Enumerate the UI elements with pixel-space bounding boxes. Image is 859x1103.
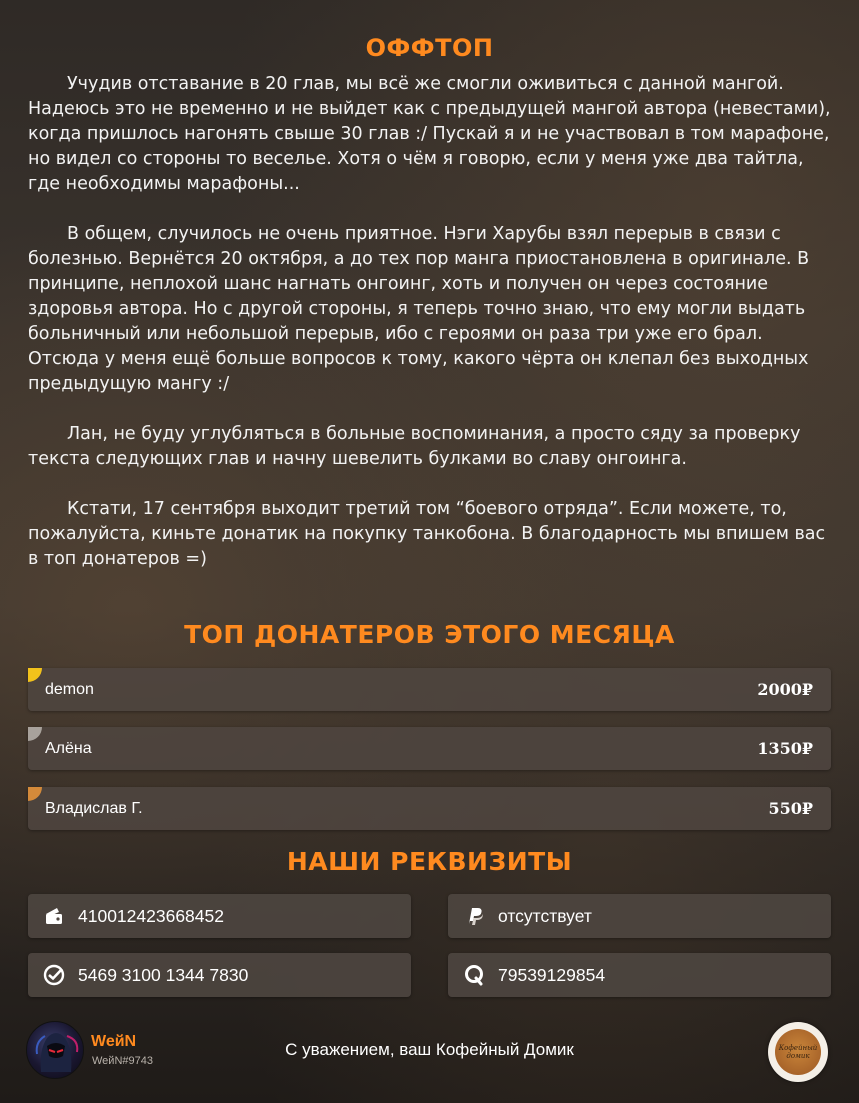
paypal-icon xyxy=(462,904,486,928)
requisite-sberbank[interactable] xyxy=(28,953,411,997)
article-paragraph: Лан, не буду углубляться в больные воспоминания, а просто сяду за проверку текста следующих глав и начну шевелить булками во славу онгоинга. xyxy=(28,424,801,469)
donor-row xyxy=(28,668,831,711)
author-tag: WeйN#9743 xyxy=(92,1055,153,1067)
article-paragraph: Учудив отставание в 20 глав, мы всё же смогли оживиться с данной мангой. Надеюсь это не временно и не выйдет как с предыдущей мангой автора (невестами), когда пришлось нагонять свыше 30 глав :/ Пускай я и не участвовал в том марафоне, но видел со стороны то веселье. Хотя о чём я говорю, если у меня уже два тайтла, где необходимы марафоны... xyxy=(28,74,831,194)
qiwi-icon xyxy=(462,963,486,987)
donor-name: Владислав Г. xyxy=(45,799,143,817)
offtop-title: ОФФТОП xyxy=(365,34,494,62)
donor-row xyxy=(28,727,831,770)
donor-row xyxy=(28,787,831,830)
rank-silver-marker xyxy=(28,727,42,741)
requisite-value: отсутствует xyxy=(498,905,592,926)
requisite-qiwi[interactable] xyxy=(448,953,831,997)
article-paragraph: Кстати, 17 сентября выходит третий том “боевого отряда”. Если можете, то, пожалуйста, киньте донатик на покупку танкобона. В благодарность мы впишем вас в топ донатеров =) xyxy=(28,499,826,569)
article-paragraph: В общем, случилось не очень приятное. Нэги Харубы взял перерыв в связи с болезнью. Вернётся 20 октября, а до тех пор манга приостановлена в оригинале. В принципе, неплохой шанс нагнать онгоинг, хоть и получен он через состояние здоровья автора. Но с другой стороны, я теперь точно знаю, что ему могли выдать больничный или небольшой перерыв, ибо с героями он раза три уже его брал. Отсюда у меня ещё больше вопросов к тому, какого чёрта он клепал без выходных предыдущую мангу :/ xyxy=(28,224,810,394)
donor-name: Алёна xyxy=(45,739,92,757)
requisite-yoomoney[interactable] xyxy=(28,894,411,938)
requisite-value: 79539129854 xyxy=(498,964,606,985)
rank-gold-marker xyxy=(28,668,42,682)
yoomoney-icon xyxy=(42,904,66,928)
coffee-house-logo xyxy=(768,1022,828,1082)
top-donors-title: ТОП ДОНАТЕРОВ ЭТОГО МЕСЯЦА xyxy=(184,620,675,649)
author-name: WeйN xyxy=(91,1033,137,1050)
requisite-paypal[interactable] xyxy=(448,894,831,938)
requisite-value: 5469 3100 1344 7830 xyxy=(78,964,249,985)
donor-amount: 550₽ xyxy=(768,799,813,818)
logo-emblem: Кофейный домик xyxy=(775,1029,821,1075)
offtop-article xyxy=(28,72,838,597)
requisites-title: НАШИ РЕКВИЗИТЫ xyxy=(286,847,573,876)
requisite-value: 410012423668452 xyxy=(78,905,224,926)
donor-amount: 1350₽ xyxy=(757,739,813,758)
rank-bronze-marker xyxy=(28,787,42,801)
donor-name: demon xyxy=(45,680,94,698)
donor-amount: 2000₽ xyxy=(757,680,813,699)
closing-text: С уважением, ваш Кофейный Домик xyxy=(285,1040,574,1059)
sberbank-icon xyxy=(42,963,66,987)
